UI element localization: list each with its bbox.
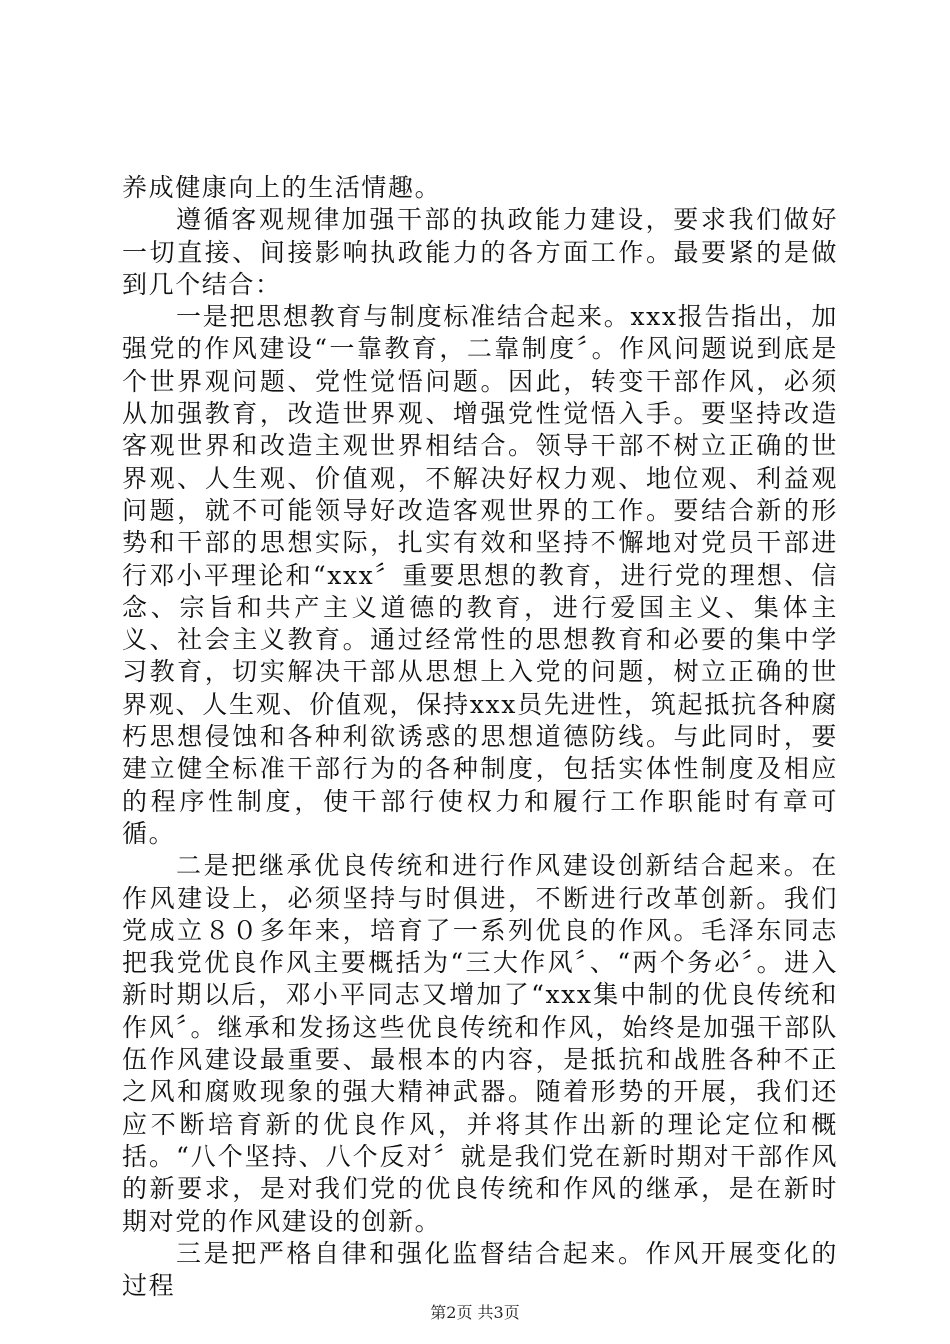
paragraph-continuation: 养成健康向上的生活情趣。 (122, 173, 442, 202)
document-body (122, 172, 838, 1302)
paragraph-intro: 遵循客观规律加强干部的执政能力建设，要求我们做好一切直接、间接影响执政能力的各方面工作。最要紧的是做到几个结合： (122, 205, 838, 299)
paragraph-point-two: 二是把继承优良传统和进行作风建设创新结合起来。在作风建设上，必须坚持与时俱进，不断进行改革创新。我们党成立８０多年来，培育了一系列优良的作风。毛泽东同志把我党优良作风主要概括为“三大作风〞、“两个务必〞。进入新时期以后，邓小平同志又增加了“xxx集中制的优良传统和作风〞。继承和发扬这些优良传统和作风，始终是加强干部队伍作风建设最重要、最根本的内容，是抵抗和战胜各种不正之风和腐败现象的强大精神武器。随着形势的开展，我们还应不断培育新的优良作风，并将其作出新的理论定位和概括。“八个坚持、八个反对〞就是我们党在新时期对干部作风的新要求，是对我们党的优良传统和作风的继承，是在新时期对党的作风建设的创新。 (122, 851, 838, 1236)
page-footer (0, 1303, 950, 1323)
paragraph-point-three: 三是把严格自律和强化监督结合起来。作风开展变化的过程 (122, 1238, 838, 1301)
page-number: 第2页 共3页 (430, 1303, 520, 1322)
paragraph-point-one: 一是把思想教育与制度标准结合起来。xxx报告指出，加强党的作风建设“一靠教育，二靠制度〞。作风问题说到底是个世界观问题、党性觉悟问题。因此，转变干部作风，必须从加强教育，改造世界观、增强党性觉悟入手。要坚持改造客观世界和改造主观世界相结合。领导干部不树立正确的世界观、人生观、价值观，不解决好权力观、地位观、利益观问题，就不可能领导好改造客观世界的工作。要结合新的形势和干部的思想实际，扎实有效和坚持不懈地对党员干部进行邓小平理论和“xxx〞重要思想的教育，进行党的理想、信念、宗旨和共产主义道德的教育，进行爱国主义、集体主义、社会主义教育。通过经常性的思想教育和必要的集中学习教育，切实解决干部从思想上入党的问题，树立正确的世界观、人生观、价值观，保持xxx员先进性，筑起抵抗各种腐朽思想侵蚀和各种利欲诱惑的思想道德防线。与此同时，要建立健全标准干部行为的各种制度，包括实体性制度及相应的程序性制度，使干部行使权力和履行工作职能时有章可循。 (122, 302, 838, 848)
